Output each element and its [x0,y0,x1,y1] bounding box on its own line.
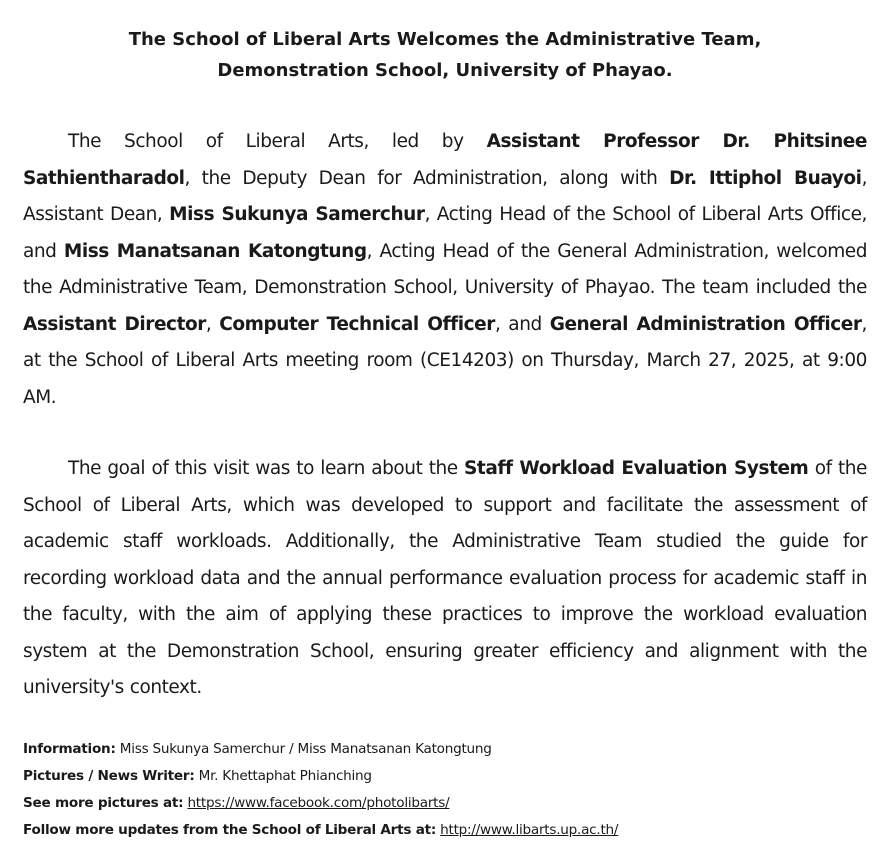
writer-credit [23,763,867,790]
libarts-website-link[interactable]: http://www.libarts.up.ac.th/ [440,821,619,838]
person-name-deputy-dean: Assistant Professor Dr. Phitsinee Sathientharadol [23,131,867,189]
paragraph-2-text: The goal of this visit was to learn about the [68,458,465,479]
updates-link-row [23,817,867,844]
person-name-admin-head: Miss Manatsanan Katongtung [63,240,367,262]
person-name-assistant-dean: Dr. Ittiphol Buayoi [669,167,862,189]
information-label: Information: [23,740,116,757]
paragraph-1-text: , the Deputy Dean for Administration, along with [184,167,670,189]
writer-label: Pictures / News Writer: [23,767,195,784]
system-name: Staff Workload Evaluation System [464,458,809,479]
updates-label: Follow more updates from the School of Liberal Arts at: [23,821,437,838]
paragraph-1-text: , Acting Head of the School of Liberal Arts Office, and [23,204,867,262]
information-value: Miss Sukunya Samerchur / Miss Manatsanan Katongtung [115,740,492,757]
title-line-2: Demonstration School, University of Phayao. [217,60,673,81]
paragraph-1-text: , Assistant Dean, [23,167,867,225]
paragraph-1-text: The School of Liberal Arts, led by [68,131,487,152]
pictures-link-row [23,790,867,817]
role-assistant-director: Assistant Director [23,313,206,335]
role-computer-technical-officer: Computer Technical Officer [219,313,495,335]
paragraph-1-text: , Acting Head of the General Administration, welcomed the Administrative Team, Demonstration School, University of Phayao. The team included the [23,240,867,298]
paragraph-2-text: of the School of Liberal Arts, which was developed to support and facilitate the assessment of academic staff workloads. Additionally, the Administrative Team studied the guide for recording workload data and the annual performance evaluation process for academic staff in the faculty, with the aim of applying these practices to improve the workload evaluation system at the Demonstration School, ensuring greater efficiency and alignment with the university's context. [23,458,867,698]
title-line-1: The School of Liberal Arts Welcomes the Administrative Team, [128,29,762,50]
paragraph-1-text: , and [494,313,550,335]
writer-value: Mr. Khettaphat Phianching [194,767,372,784]
paragraph-1 [23,124,867,416]
information-credit [23,736,867,763]
article-title [23,0,867,86]
person-name-office-head: Miss Sukunya Samerchur [169,204,425,225]
paragraph-1-text: , at the School of Liberal Arts meeting room (CE14203) on Thursday, March 27, 2025, at 9:00 AM. [23,313,867,408]
article-footer [23,736,867,844]
role-general-admin-officer: General Administration Officer [549,313,862,335]
facebook-photos-link[interactable]: https://www.facebook.com/photolibarts/ [187,794,450,811]
paragraph-1-text: , [205,313,220,335]
paragraph-2 [23,451,867,707]
pictures-label: See more pictures at: [23,794,184,811]
